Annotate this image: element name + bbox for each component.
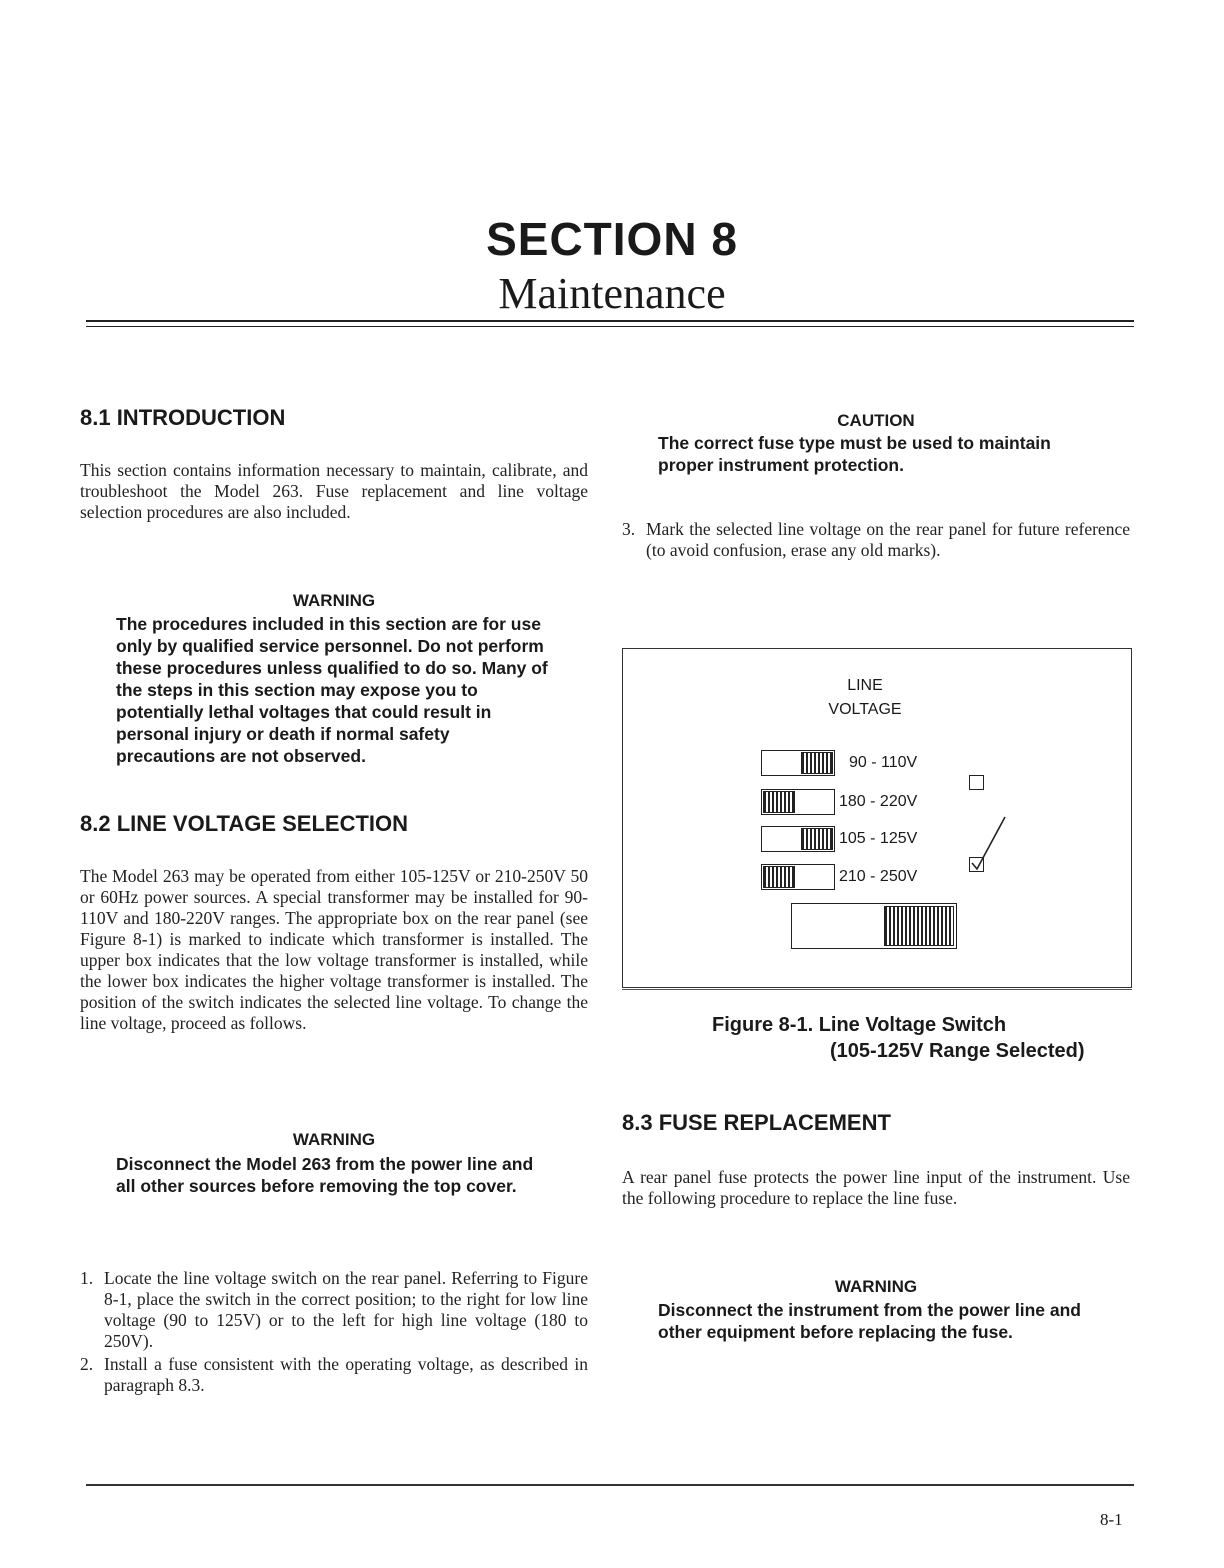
step-2 xyxy=(80,1354,588,1396)
switch-row-210-250 xyxy=(761,864,835,890)
step-2-number: 2. xyxy=(80,1354,94,1374)
figure-label-voltage: VOLTAGE xyxy=(828,701,902,718)
figure-caption-line-2: (105-125V Range Selected) xyxy=(830,1040,1085,1062)
line-voltage-paragraph: The Model 263 may be operated from either 105-125V or 210-250V 50 or 60Hz power sources. A special transformer may be installed for 90-110V and 180-220V ranges. The appropriate box on the rear panel (see Figure 8-1) is marked to indicate which transformer is installed. The upper box indicates that the low voltage transformer is installed, while the lower box indicates the higher voltage transformer is installed. The position of the switch indicates the selected line voltage. To change the line voltage, proceed as follows. xyxy=(80,866,588,1033)
switch-overview xyxy=(791,903,957,949)
switch-knob xyxy=(801,828,833,850)
warning-3-text: Disconnect the instrument from the power line and other equipment before replacing the fuse. xyxy=(658,1300,1081,1342)
page-number: 8-1 xyxy=(1100,1510,1123,1529)
step-1-text: Locate the line voltage switch on the rear panel. Referring to Figure 8-1, place the switch in the correct position; to the right for low line voltage (90 to 125V) or to the left for high line voltage (180 to 250V). xyxy=(104,1268,588,1351)
intro-paragraph: This section contains information necessary to maintain, calibrate, and troubleshoot the Model 263. Fuse replacement and line voltage selection procedures are also included. xyxy=(80,460,588,522)
caution-heading: CAUTION xyxy=(837,411,915,430)
figure-bottom-rule xyxy=(622,989,1132,990)
step-2-text: Install a fuse consistent with the operating voltage, as described in paragraph 8.3. xyxy=(104,1354,588,1395)
switch-overview-knob xyxy=(884,906,954,946)
figure-line-voltage-switch xyxy=(622,648,1132,988)
range-label-210-250: 210 - 250V xyxy=(839,868,918,885)
warning-1-text: The procedures included in this section are for use only by qualified service personnel. Do not perform these procedures unless qualified to do so. Many of the steps in this section may expose you to potentially lethal voltages that could result in personal injury or death if normal safety precautions are not observed. xyxy=(116,614,548,766)
footer-rule xyxy=(86,1484,1134,1486)
range-label-105-125: 105 - 125V xyxy=(839,830,918,847)
range-label-90-110: 90 - 110V xyxy=(849,754,918,771)
section-title: Maintenance xyxy=(498,269,726,318)
heading-line-voltage-selection: 8.2 LINE VOLTAGE SELECTION xyxy=(80,811,409,836)
figure-label-line: LINE xyxy=(847,677,883,694)
heading-introduction: 8.1 INTRODUCTION xyxy=(80,405,286,430)
figure-caption-line-1: Figure 8-1. Line Voltage Switch xyxy=(712,1014,1007,1036)
range-label-180-220: 180 - 220V xyxy=(839,793,918,810)
step-3-number: 3. xyxy=(622,519,636,539)
fuse-paragraph: A rear panel fuse protects the power line input of the instrument. Use the following procedure to replace the line fuse. xyxy=(622,1167,1130,1208)
step-3-text: Mark the selected line voltage on the rear panel for future reference (to avoid confusion, erase any old marks). xyxy=(646,519,1130,560)
upper-transformer-box xyxy=(969,775,984,790)
switch-knob xyxy=(763,791,795,813)
switch-row-90-110 xyxy=(761,750,835,776)
step-1 xyxy=(80,1268,588,1352)
check-mark-icon xyxy=(963,815,1013,875)
warning-1-heading: WARNING xyxy=(292,591,376,610)
warning-2-text: Disconnect the Model 263 from the power line and all other sources before removing the top cover. xyxy=(116,1154,534,1196)
switch-knob xyxy=(801,752,833,774)
caution-text: The correct fuse type must be used to maintain proper instrument protection. xyxy=(658,433,1051,475)
steps-list-left xyxy=(80,1268,588,1398)
switch-knob xyxy=(763,866,795,888)
step-1-number: 1. xyxy=(80,1268,94,1288)
warning-3-heading: WARNING xyxy=(834,1277,918,1296)
steps-list-right xyxy=(622,519,1130,563)
switch-row-180-220 xyxy=(761,789,835,815)
switch-row-105-125 xyxy=(761,826,835,852)
step-3 xyxy=(622,519,1130,561)
section-number: SECTION 8 xyxy=(486,213,738,265)
header-rule-bottom xyxy=(86,326,1134,327)
warning-2-heading: WARNING xyxy=(292,1130,376,1149)
header-rule-top xyxy=(86,320,1134,322)
heading-fuse-replacement: 8.3 FUSE REPLACEMENT xyxy=(622,1110,891,1135)
